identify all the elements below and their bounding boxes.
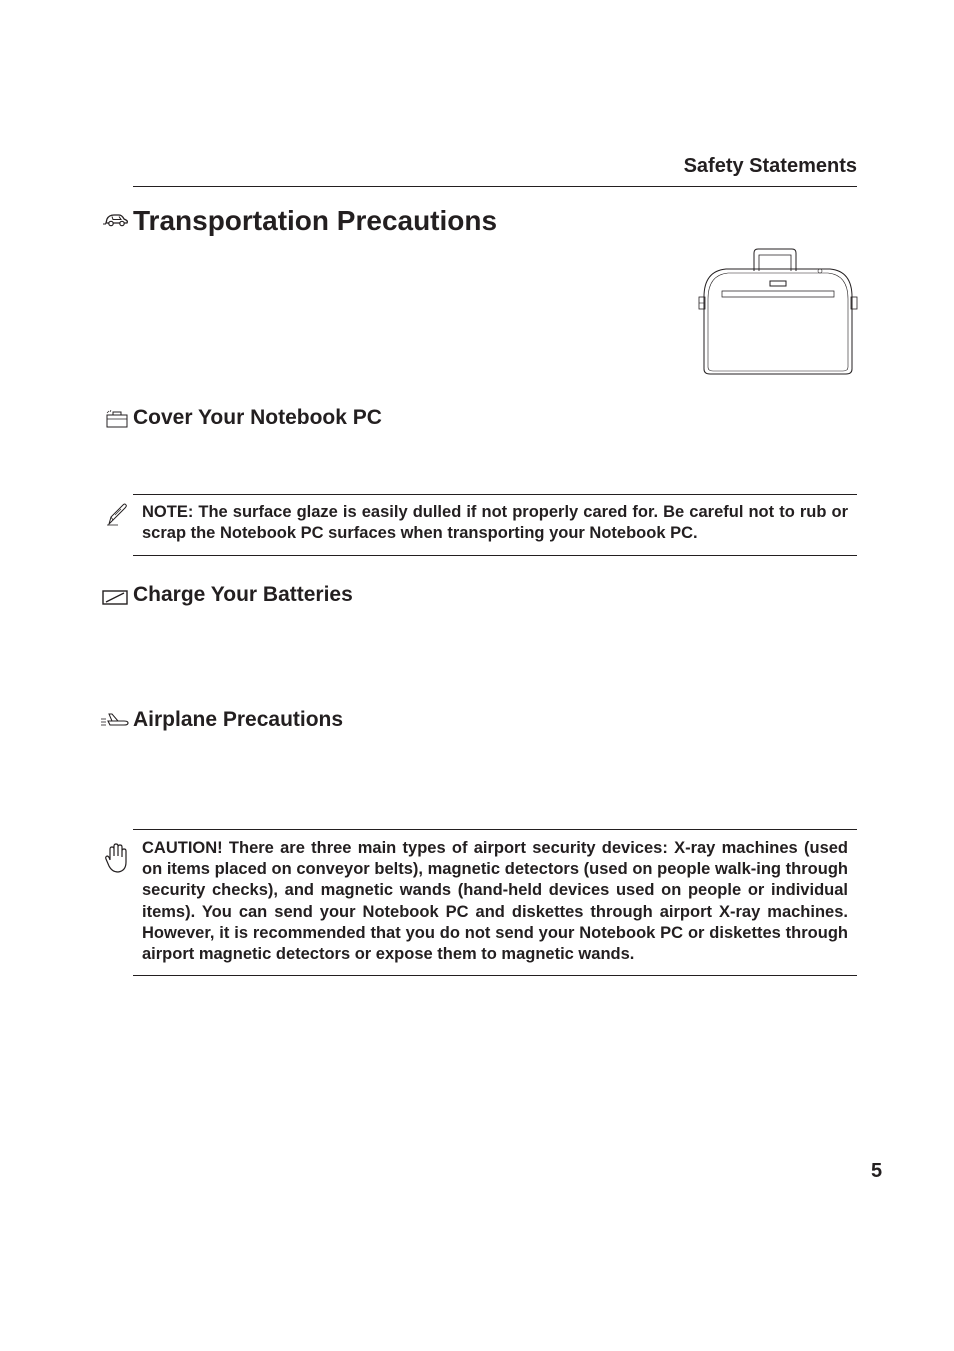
- car-icon: [103, 212, 129, 228]
- airplane-icon: [100, 712, 130, 728]
- section-heading-batteries: Charge Your Batteries: [133, 583, 353, 606]
- note-box: [133, 494, 857, 556]
- page-number: 5: [871, 1160, 883, 1182]
- note-text: NOTE: The surface glaze is easily dulled if not properly cared for. Be careful not to rub or scrap the Notebook PC surfaces when transporting your Notebook PC.: [142, 503, 848, 543]
- running-header: Safety Statements: [683, 155, 857, 177]
- header-rule: [133, 186, 857, 187]
- hand-icon: [104, 842, 130, 874]
- caution-box: [133, 829, 857, 976]
- laptop-bag-illustration: [696, 247, 860, 377]
- caution-text: CAUTION! There are three main types of airport security devices: X-ray machines (used on items placed on conveyor belts), magnetic detectors (used on people walk-ing through security checks), and magnetic wands (hand-held devices used on people or individual items). You can send your Notebook PC and diskettes through airport X-ray machines. However, it is recommended that you do not send your Notebook PC or diskettes through airport magnetic detectors or expose them to magnetic wands.: [142, 839, 848, 964]
- pen-icon: [106, 502, 128, 526]
- battery-icon: [102, 589, 129, 606]
- section-heading-cover: Cover Your Notebook PC: [133, 406, 382, 429]
- section-heading-airplane: Airplane Precautions: [133, 708, 344, 731]
- page-title: Transportation Precautions: [133, 205, 498, 236]
- briefcase-icon: [106, 410, 128, 428]
